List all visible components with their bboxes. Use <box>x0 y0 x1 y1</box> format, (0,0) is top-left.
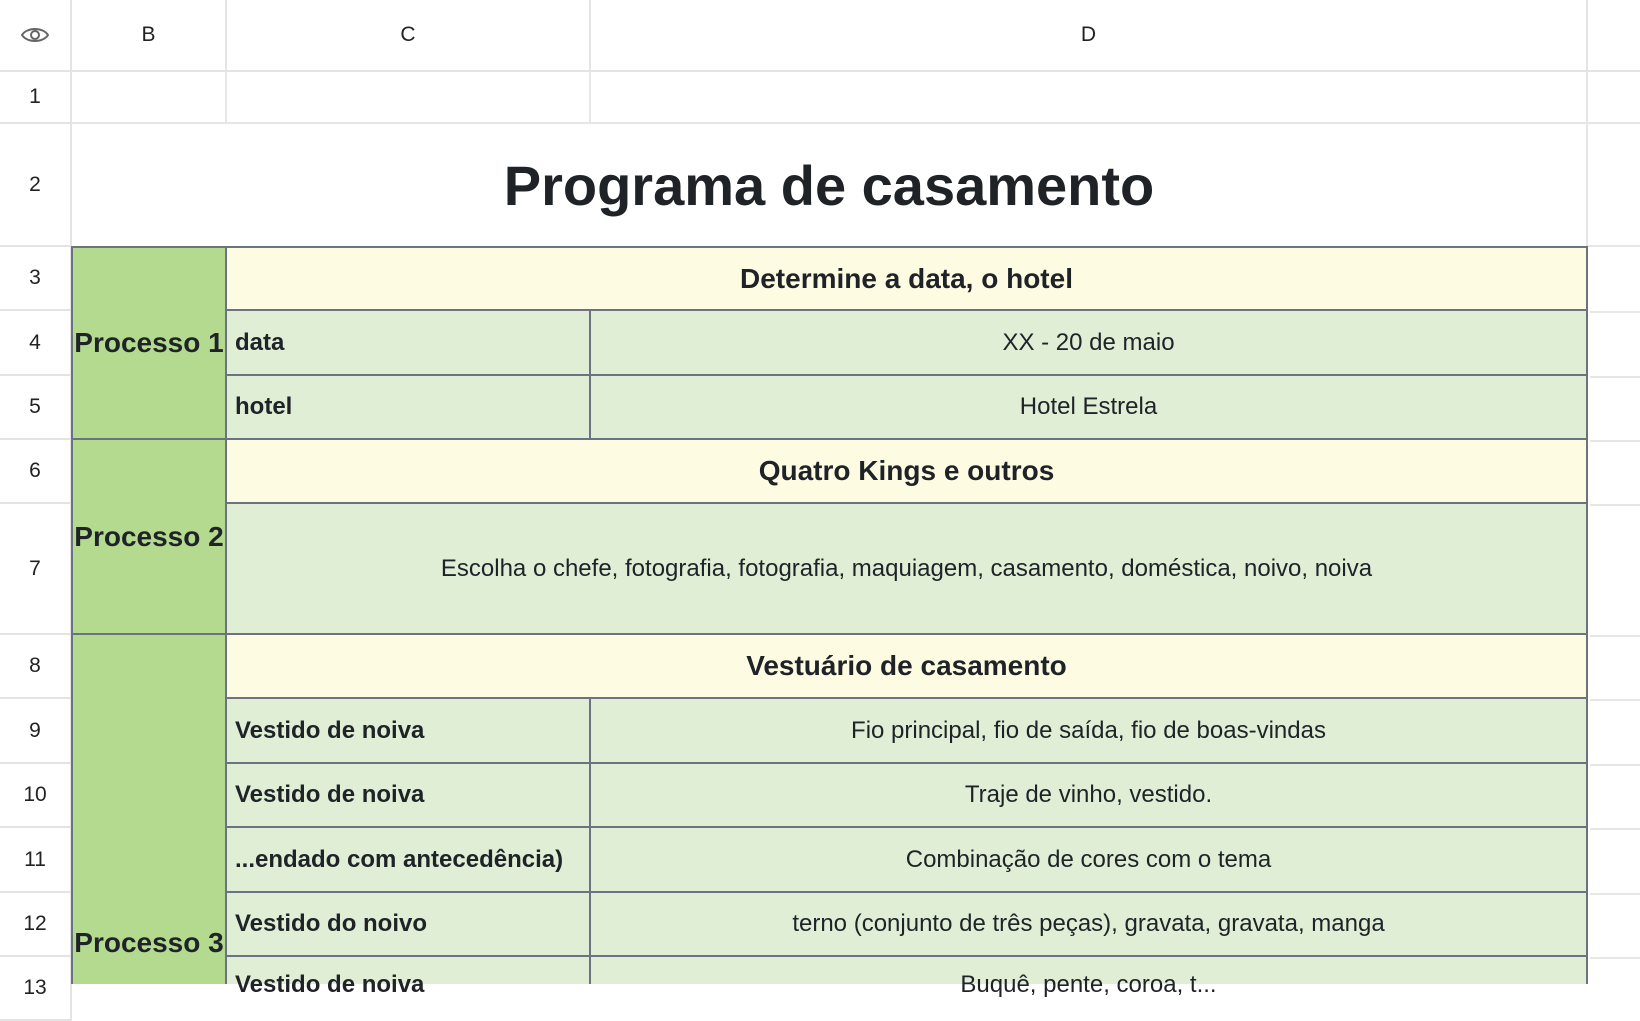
row-header-3[interactable]: 3 <box>0 247 72 311</box>
item-label[interactable]: Vestido de noiva <box>227 764 591 828</box>
item-value[interactable]: Combinação de cores com o tema <box>591 828 1588 893</box>
item-label[interactable]: Vestido do noivo <box>227 893 591 957</box>
item-label[interactable]: data <box>227 311 591 376</box>
gridline <box>1590 635 1640 637</box>
gridline <box>1590 828 1640 830</box>
process-label-2[interactable]: Processo 2 <box>73 440 227 635</box>
gridline <box>1590 893 1640 895</box>
process-description[interactable]: Escolha o chefe, fotografia, fotografia, maquiagem, casamento, doméstica, noivo, noiva <box>227 504 1588 635</box>
column-header-b[interactable]: B <box>72 0 227 72</box>
item-value[interactable]: terno (conjunto de três peças), gravata, gravata, manga <box>591 893 1588 957</box>
process-heading-2[interactable]: Quatro Kings e outros <box>227 440 1588 504</box>
row-header-7[interactable]: 7 <box>0 504 72 635</box>
eye-icon-svg <box>20 25 50 45</box>
row-header-1[interactable]: 1 <box>0 72 72 124</box>
process-heading-1[interactable]: Determine a data, o hotel <box>227 248 1588 311</box>
item-label[interactable]: Vestido de noiva <box>227 699 591 764</box>
item-value[interactable]: Traje de vinho, vestido. <box>591 764 1588 828</box>
gridline <box>1590 764 1640 766</box>
row-header-4[interactable]: 4 <box>0 311 72 376</box>
gridline <box>1590 440 1640 442</box>
column-header-c[interactable]: C <box>227 0 591 72</box>
row-header-6[interactable]: 6 <box>0 440 72 504</box>
column-header-e[interactable] <box>1588 0 1640 72</box>
row-header-10[interactable]: 10 <box>0 764 72 828</box>
item-value[interactable]: Hotel Estrela <box>591 376 1588 440</box>
item-label[interactable]: Vestido de noiva <box>227 957 591 984</box>
item-label[interactable]: hotel <box>227 376 591 440</box>
row-header-11[interactable]: 11 <box>0 828 72 893</box>
page-title[interactable]: Programa de casamento <box>72 124 1588 247</box>
column-header-d[interactable]: D <box>591 0 1588 72</box>
gridline <box>1590 504 1640 506</box>
row-header-9[interactable]: 9 <box>0 699 72 764</box>
cell-e1[interactable] <box>1588 72 1640 124</box>
item-label[interactable]: ...endado com antecedência) <box>227 828 591 893</box>
row-header-5[interactable]: 5 <box>0 376 72 440</box>
item-value[interactable]: Buquê, pente, coroa, t... <box>591 957 1588 984</box>
row-header-13[interactable]: 13 <box>0 957 72 1021</box>
cell-d1[interactable] <box>591 72 1588 124</box>
item-value[interactable]: XX - 20 de maio <box>591 311 1588 376</box>
process-heading-3[interactable]: Vestuário de casamento <box>227 635 1588 699</box>
gridline <box>1590 957 1640 959</box>
eye-icon[interactable] <box>0 0 72 72</box>
process-label-1[interactable]: Processo 1 <box>73 248 227 440</box>
row-header-8[interactable]: 8 <box>0 635 72 699</box>
cell-c1[interactable] <box>227 72 591 124</box>
item-value[interactable]: Fio principal, fio de saída, fio de boas-vindas <box>591 699 1588 764</box>
cell-e2[interactable] <box>1588 124 1640 247</box>
column-e-area[interactable] <box>1588 247 1640 984</box>
gridline <box>1590 699 1640 701</box>
row-header-12[interactable]: 12 <box>0 893 72 957</box>
gridline <box>1590 376 1640 378</box>
process-label-3[interactable]: Processo 3 <box>73 635 227 984</box>
cell-b1[interactable] <box>72 72 227 124</box>
gridline <box>1590 311 1640 313</box>
row-header-2[interactable]: 2 <box>0 124 72 247</box>
